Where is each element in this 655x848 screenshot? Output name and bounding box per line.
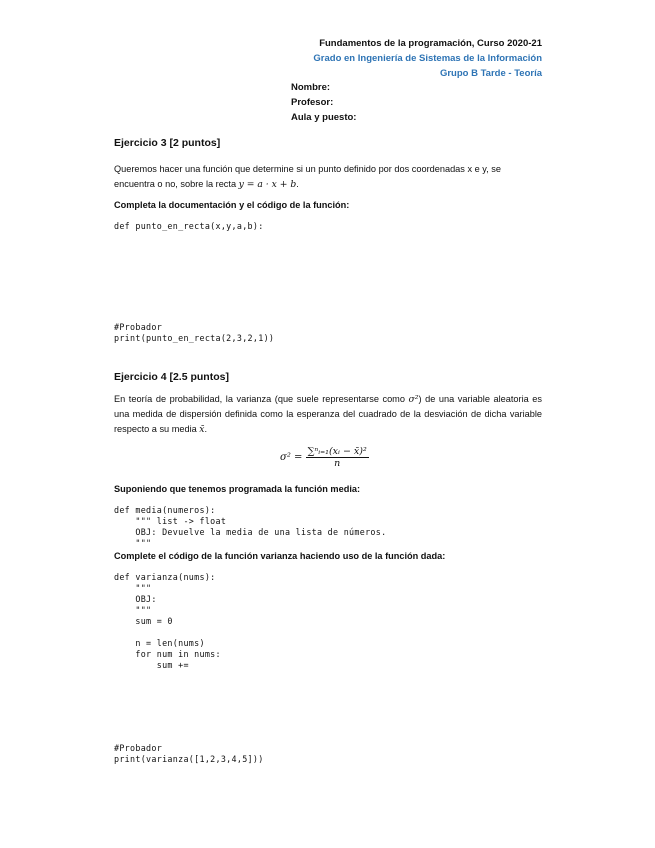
exercise-4-statement: En teoría de probabilidad, la varianza (que suele representarse como σ²) de una variable aleatoria es una medida de dispersión definida como la esperanza del cuadrado de la desviación de dicha variable respecto a su media x̄. <box>114 394 542 435</box>
room-label: Aula y puesto: <box>291 112 357 123</box>
sigma-squared: σ² <box>408 394 419 405</box>
variance-formula: σ² = $\frac{\text{∑ⁿᵢ₌₁(xᵢ − x̄)²}}{n}$ <box>280 446 367 469</box>
tester-comment-3: #Probador <box>114 322 163 332</box>
degree-name: Grado en Ingeniería de Sistemas de la Información <box>313 53 542 64</box>
formula-denominator: n <box>334 458 341 469</box>
varianza-code: def varianza(nums): """ OBJ: """ sum = 0 n = len(nums) for num in nums: sum += <box>114 572 221 670</box>
function-signature: def punto_en_recta(x,y,a,b): <box>114 221 264 231</box>
line-equation: y = a · x + b <box>238 179 297 190</box>
tester-call-4: print(varianza([1,2,3,4,5])) <box>114 754 264 764</box>
exercise-3-statement: Queremos hacer una función que determine si un punto definido por dos coordenadas x e y, se encuentra o no, sobre la recta y = a · x + b. <box>114 164 501 190</box>
complete-instruction: Complete el código de la función varianza haciendo uso de la función dada: <box>114 551 446 561</box>
tester-comment-4: #Probador <box>114 743 163 753</box>
tester-call-3: print(punto_en_recta(2,3,2,1)) <box>114 333 275 343</box>
name-label: Nombre: <box>291 82 331 93</box>
formula-numerator: ∑ⁿᵢ₌₁(xᵢ − x̄)² <box>307 446 367 457</box>
course-title: Fundamentos de la programación, Curso 2020-21 <box>319 38 542 49</box>
mean-symbol: x̄ <box>199 424 205 435</box>
assume-text: Suponiendo que tenemos programada la función media: <box>114 484 361 494</box>
exercise-3-instruction: Completa la documentación y el código de la función: <box>114 200 350 210</box>
exercise-4-title: Ejercicio 4 [2.5 puntos] <box>114 371 229 383</box>
group-name: Grupo B Tarde - Teoría <box>439 68 542 79</box>
teacher-label: Profesor: <box>291 97 334 108</box>
exercise-3-title: Ejercicio 3 [2 puntos] <box>114 137 221 149</box>
media-code: def media(numeros): """ list -> float OBJ: Devuelve la media de una lista de números. """ <box>114 505 387 548</box>
